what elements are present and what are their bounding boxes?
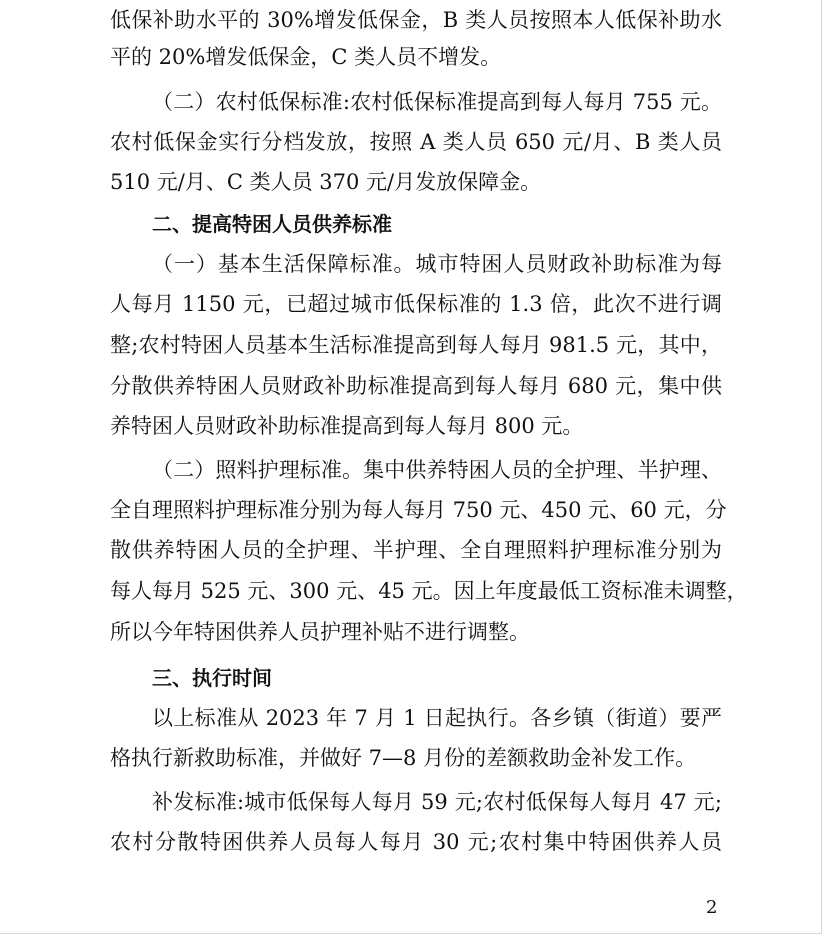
section-heading-3: 三、执行时间 xyxy=(152,666,272,690)
text-line-4: 农村低保金实行分档发放，按照 A 类人员 650 元/月、B 类人员 xyxy=(110,130,722,154)
text-line-19: 格执行新救助标准，并做好 7—8 月份的差额救助金补发工作。 xyxy=(110,746,697,770)
section-heading-2: 二、提高特困人员供养标准 xyxy=(152,212,392,236)
text-line-8: 人每月 1150 元，已超过城市低保标准的 1.3 倍，此次不进行调 xyxy=(110,292,722,316)
text-line-5: 510 元/月、C 类人员 370 元/月发放保障金。 xyxy=(110,170,542,194)
page-number: 2 xyxy=(706,897,718,918)
text-line-18: 以上标准从 2023 年 7 月 1 日起执行。各乡镇（街道）要严 xyxy=(152,706,722,730)
text-line-21: 农村分散特困供养人员每人每月 30 元;农村集中特困供养人员 xyxy=(110,830,722,854)
text-line-3: （二）农村低保标准:农村低保标准提高到每人每月 755 元。 xyxy=(152,90,722,114)
text-line-7: （一）基本生活保障标准。城市特困人员财政补助标准为每 xyxy=(152,252,722,276)
text-line-20: 补发标准:城市低保每人每月 59 元;农村低保每人每月 47 元; xyxy=(152,790,722,814)
text-line-15: 每人每月 525 元、300 元、45 元。因上年度最低工资标准未调整， xyxy=(110,579,748,603)
text-line-2: 平的 20%增发低保金，C 类人员不增发。 xyxy=(110,45,502,69)
text-line-10: 分散供养特困人员财政补助标准提高到每人每月 680 元，集中供 xyxy=(110,374,722,398)
text-line-9: 整;农村特困人员基本生活标准提高到每人每月 981.5 元，其中， xyxy=(110,333,722,357)
text-line-1: 低保补助水平的 30%增发低保金，B 类人员按照本人低保补助水 xyxy=(110,8,722,32)
text-line-12: （二）照料护理标准。集中供养特困人员的全护理、半护理、 xyxy=(152,458,722,482)
text-line-16: 所以今年特困供养人员护理补贴不进行调整。 xyxy=(110,620,530,644)
text-line-13: 全自理照料护理标准分别为每人每月 750 元、450 元、60 元，分 xyxy=(110,498,727,522)
text-line-11: 养特困人员财政补助标准提高到每人每月 800 元。 xyxy=(110,414,584,438)
text-line-14: 散供养特困人员的全护理、半护理、全自理照料护理标准分别为 xyxy=(110,538,722,562)
